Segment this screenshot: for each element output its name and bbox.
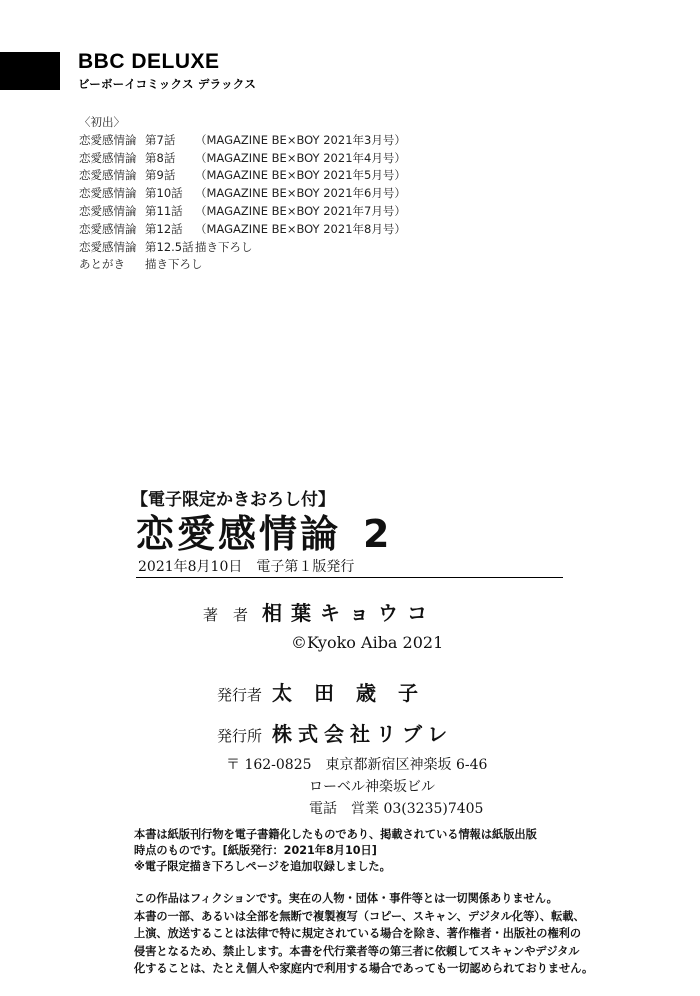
- title-text: 恋愛感情論: [136, 512, 342, 556]
- book-title: [136, 503, 392, 558]
- list-item: あとがき 描き下ろし: [79, 257, 203, 272]
- list-item: 恋愛感情論 第8話 （MAGAZINE BE×BOY 2021年4月号）: [79, 150, 406, 165]
- publisher-address: [226, 754, 487, 820]
- first-appearance-list: [79, 114, 406, 274]
- list-item: 恋愛感情論 第12.5話描き下ろし: [79, 239, 253, 254]
- list-item: 恋愛感情論 第7話 （MAGAZINE BE×BOY 2021年3月号）: [79, 132, 406, 147]
- publisher-person-label: 発行者: [217, 686, 263, 704]
- address-line-1: 〒 162-0825 東京都新宿区神楽坂 6-46: [226, 757, 488, 773]
- publisher-person-name: 太田歳子: [272, 681, 441, 705]
- list-item: 恋愛感情論 第10話 （MAGAZINE BE×BOY 2021年6月号）: [79, 186, 406, 201]
- publisher-name: 株式会社リブレ: [272, 722, 454, 746]
- publisher-label: 発行所: [217, 727, 263, 745]
- list-item: 恋愛感情論 第9話 （MAGAZINE BE×BOY 2021年5月号）: [79, 168, 406, 183]
- legal-disclaimer: この作品はフィクションです。実在の人物・団体・事件等とは一切関係ありません。 本書の一部、あるいは全部を無断で複製複写（コピー、スキャン、デジタル化等）、転載、 上演、放送することは法律で特に規定されている場合を除き、著作権者・出版社の権利の 侵害となるため、禁止します。本書を代行業者等の第三者に依頼してスキャンやデジタル 化することは、たとえ個人や家庭内で利用する場合であっても一切認められておりません。: [134, 892, 594, 976]
- list-item: 恋愛感情論 第12話 （MAGAZINE BE×BOY 2021年8月号）: [79, 221, 406, 236]
- imprint-subtitle: ビーボーイコミックス デラックス: [78, 77, 257, 91]
- copyright: ©Kyoko Aiba 2021: [291, 633, 444, 652]
- divider: [136, 577, 563, 578]
- limited-edition-label: 【電子限定かきおろし付】: [131, 490, 335, 510]
- logo-black-bar: [0, 52, 60, 90]
- publication-date: 2021年8月10日 電子第１版発行: [138, 559, 355, 575]
- origins-heading: 〈初出〉: [79, 115, 125, 129]
- author-label: 著 者: [203, 606, 249, 624]
- edition-notes: 本書は紙版刊行物を電子書籍化したものであり、掲載されている情報は紙版出版 時点のものです。[紙版発行：2021年8月10日] ※電子限定描き下ろしページを追加収録しました。: [134, 828, 537, 873]
- list-item: 恋愛感情論 第11話 （MAGAZINE BE×BOY 2021年7月号）: [79, 203, 406, 218]
- author-name: 相葉キョウコ: [262, 601, 437, 625]
- publisher-row: [217, 718, 453, 747]
- publisher-person-row: [217, 677, 440, 706]
- phone-number: 電話 営業 03(3235)7405: [309, 801, 484, 817]
- volume-number: 2: [363, 512, 393, 556]
- address-line-2: ローベル神楽坂ビル: [309, 779, 435, 795]
- imprint-logo: BBC DELUXE: [78, 50, 220, 73]
- author-row: [203, 597, 436, 626]
